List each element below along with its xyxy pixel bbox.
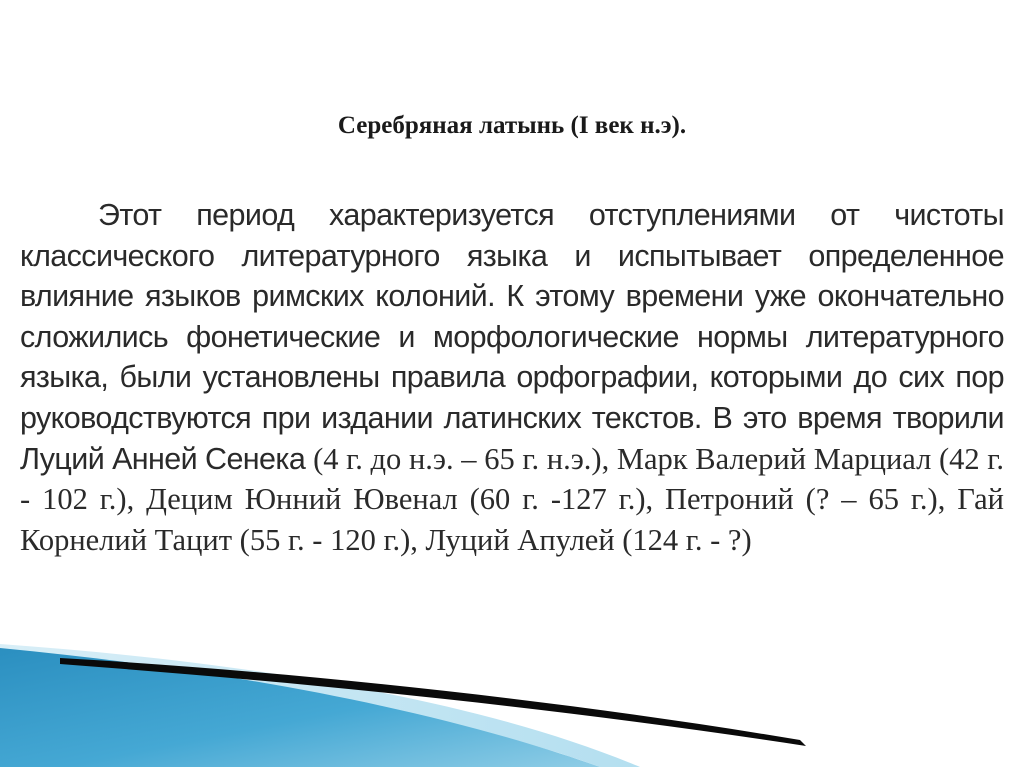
slide-paragraph bbox=[20, 195, 1004, 560]
swoosh-light-band bbox=[0, 644, 640, 767]
slide-title: Серебряная латынь (I век н.э). bbox=[337, 112, 687, 139]
swoosh-black-stroke bbox=[60, 658, 806, 746]
paragraph-dates-text: (4 г. до н.э. – 65 г. н.э.), Марк Валерий Марциал (42 г. - 102 г.), Децим Юнний Ювенал (60 г. -127 г.), Петроний (? – 65 г.), Гай Корнелий Тацит (55 г. - 120 г.), Луций Апулей (124 г. - ?) bbox=[20, 441, 1004, 557]
paragraph-text: Этот период характеризуется отступлениями от чистоты классического литературного языка и испытывает определенное влияние языков римских колоний. К этому времени уже окончательно сложились фонетические и морфологические нормы литературного языка, были установлены правила орфографии, которыми до сих пор руководствуются при издании латинских текстов. В это время творили Луций Анней Сенека bbox=[20, 198, 1004, 476]
swoosh-blue-band bbox=[0, 648, 600, 767]
